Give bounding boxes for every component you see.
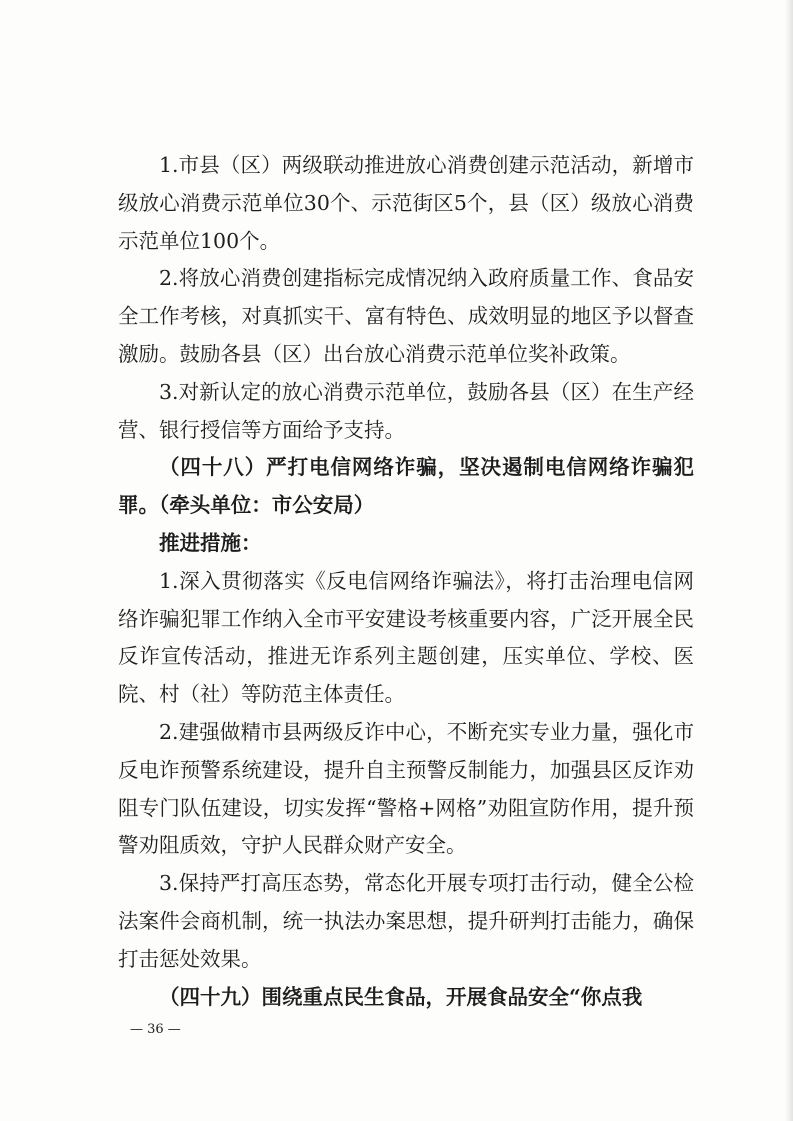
- section-heading-48: （四十八）严打电信网络诈骗，坚决遏制电信网络诈骗犯罪。（牵头单位：市公安局）: [118, 455, 694, 518]
- paragraph-item-1: 1.市县（区）两级联动推进放心消费创建示范活动，新增市级放心消费示范单位30个、示范街区5个，县（区）级放心消费示范单位100个。: [118, 153, 694, 253]
- measure-item-2: 2.建强做精市县两级反诈中心，不断充实专业力量，强化市反电诈预警系统建设，提升自主预警反制能力，加强县区反诈劝阻专门队伍建设，切实发挥“警格+网格”劝阻宣防作用，提升预警劝阻质效，守护人民群众财产安全。: [118, 719, 694, 858]
- measure-item-3: 3.保持严打高压态势，常态化开展专项打击行动，健全公检法案件会商机制，统一执法办案思想，提升研判打击能力，确保打击惩处效果。: [118, 871, 694, 971]
- document-body: [118, 147, 694, 1016]
- section-heading-49: （四十九）围绕重点民生食品，开展食品安全“你点我: [159, 984, 643, 1009]
- paragraph-item-3: 3.对新认定的放心消费示范单位，鼓励各县（区）在生产经营、银行授信等方面给予支持。: [118, 379, 694, 442]
- measures-heading: 推进措施：: [159, 530, 262, 555]
- paragraph-item-2: 2.将放心消费创建指标完成情况纳入政府质量工作、食品安全工作考核，对真抓实干、富有特色、成效明显的地区予以督查激励。鼓励各县（区）出台放心消费示范单位奖补政策。: [118, 266, 694, 366]
- measure-item-1: 1.深入贯彻落实《反电信网络诈骗法》，将打击治理电信网络诈骗犯罪工作纳入全市平安建设考核重要内容，广泛开展全民反诈宣传活动，推进无诈系列主题创建，压实单位、学校、医院、村（社）等防范主体责任。: [118, 568, 694, 707]
- page-edge-shadow: [785, 0, 793, 1121]
- page-number: — 36 —: [130, 1022, 181, 1037]
